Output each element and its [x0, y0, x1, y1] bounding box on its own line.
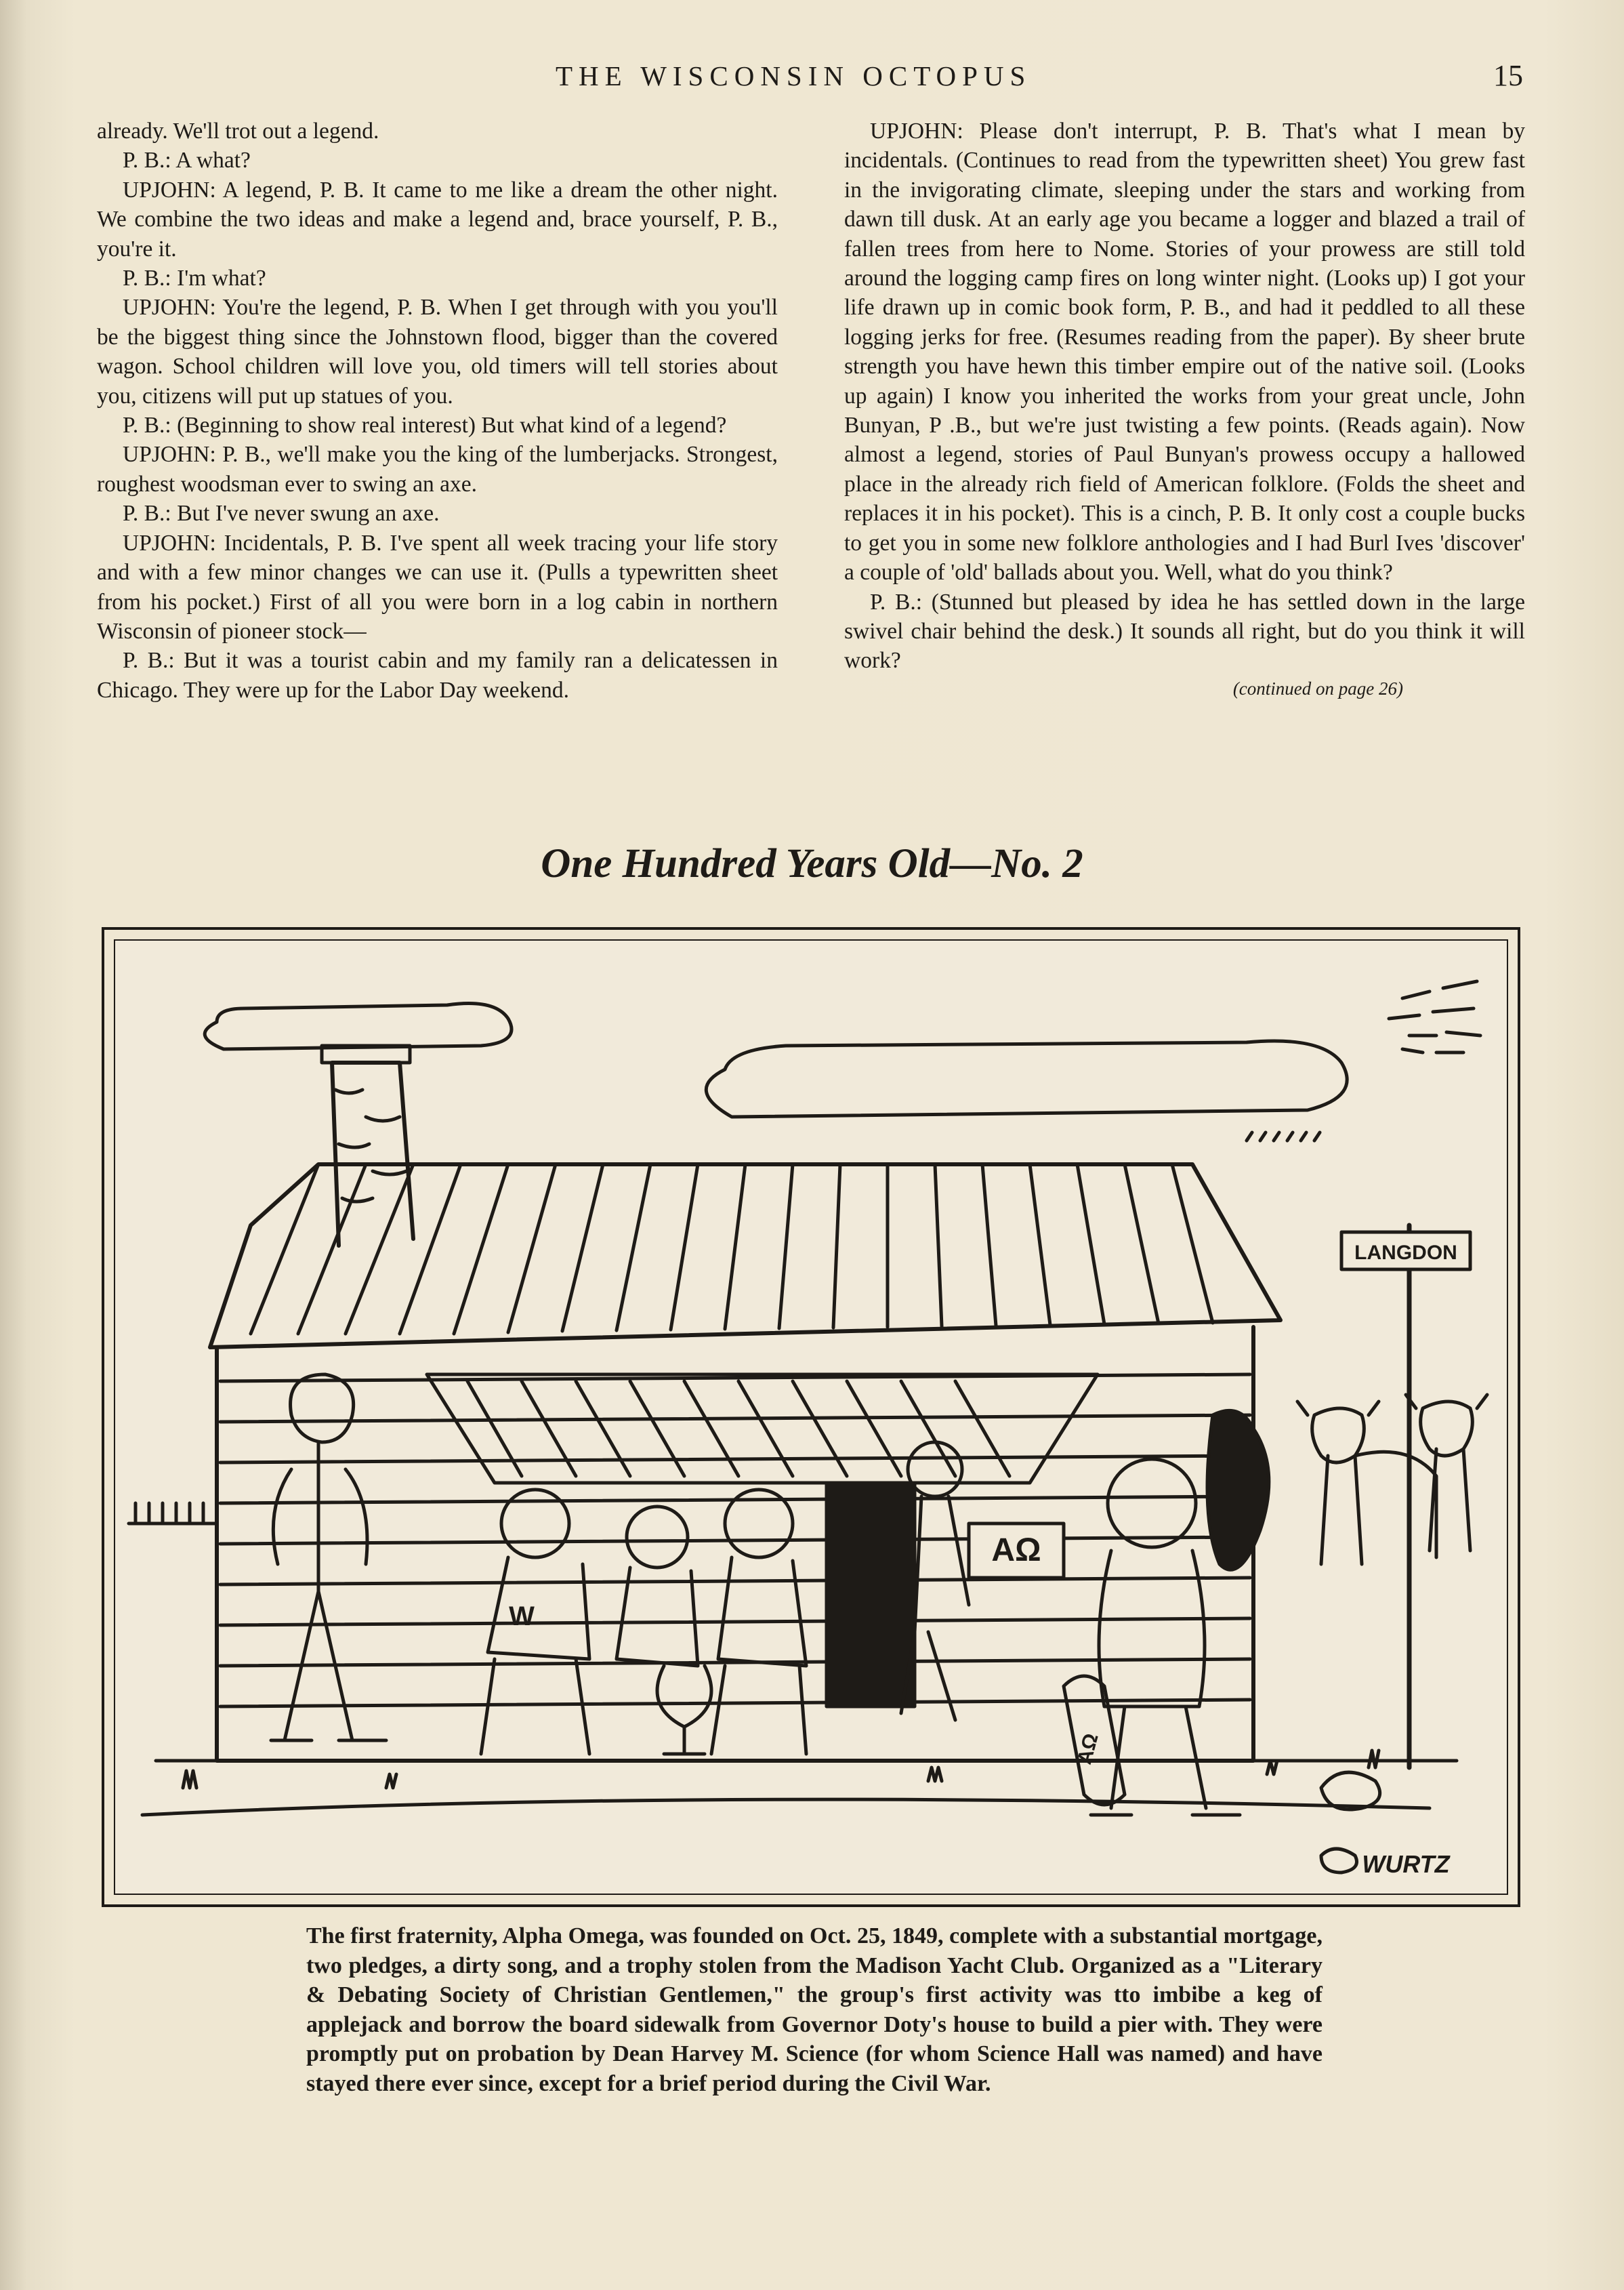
trophy — [657, 1666, 711, 1754]
left-column — [97, 117, 778, 705]
cloud-right — [706, 1041, 1347, 1117]
figure-standing — [271, 1374, 386, 1740]
cartoon-caption: The first fraternity, Alpha Omega, was founded on Oct. 25, 1849, complete with a substantial mortgage, two pledges, a dirty song, and a trophy stolen from the Madison Yacht Club. Organized as a "Literary & Debating Society of Christian Gentlemen," the group's first activity was tto imbibe a keg of applejack and borrow the board sidewalk from Governor Doty's house to build a pier with. They were promptly put on probation by Dean Harvey M. Science (for whom Science Hall was named) and have stayed there ever since, except for a brief period during the Civil War. — [306, 1923, 1323, 2096]
running-title: THE WISCONSIN OCTOPUS — [556, 60, 1032, 91]
cabin-door — [827, 1483, 915, 1706]
bear-skin — [1207, 1410, 1269, 1570]
paragraph: P. B.: But I've never swung an axe. — [123, 501, 440, 527]
door-sign-label: ΑΩ — [991, 1532, 1041, 1568]
figure-right — [1108, 1459, 1196, 1547]
paragraph: P. B.: A what? — [123, 148, 251, 173]
ground — [142, 1761, 1457, 1815]
figure-seated — [627, 1507, 688, 1568]
right-column — [844, 117, 1525, 703]
paragraph: UPJOHN: Incidentals, P. B. I've spent all week tracing your life story and with a few minor changes we can use it. (Pulls a typewritten sheet from his pocket.) First of all you were born in a log cabin in northern Wisconsin of pioneer stock— — [97, 530, 778, 644]
page-number: 15 — [1493, 59, 1523, 92]
paragraph: UPJOHN: You're the legend, P. B. When I get through with you you'll be the biggest thing since the Johnstown flood, bigger than the covered wagon. School children will love you, old timers will tell stories about you, citizens will put up statues of you. — [97, 295, 778, 409]
cartoon-frame — [102, 927, 1520, 1907]
paragraph: P. B.: (Beginning to show real interest) But what kind of a legend? — [123, 413, 727, 438]
cartoon-title: One Hundred Years Old—No. 2 — [541, 841, 1083, 886]
signpost-label: LANGDON — [1354, 1242, 1457, 1264]
pennant-label: W — [509, 1601, 535, 1631]
cabin-roof — [210, 1164, 1281, 1347]
cow — [1297, 1402, 1436, 1564]
cow — [1406, 1395, 1487, 1551]
cartoon-illustration — [115, 941, 1508, 1895]
paragraph: already. We'll trot out a legend. — [97, 119, 379, 144]
paragraph: UPJOHN: Please don't interrupt, P. B. That's what I mean by incidentals. (Continues to read from the typewritten sheet) You grew fast in the invigorating climate, sleeping under the stars and working from dawn till dusk. At an early age you became a logger and blazed a trail of fallen trees from here to Nome. Stories of your prowess are still told around the logging camp fires on long winter night. (Looks up) I got your life drawn up in comic book form, P. B., and had it peddled to all these logging jerks for free. (Resumes reading from the paper). By sheer brute strength you have hewn this timber empire out of the native soil. (Looks up again) I know you inherited the works from your great uncle, John Bunyan, P .B., but we're just twisting a few points. (Reads again). Now almost a legend, stories of Paul Bunyan's prowess occupy a hallowed place in the already rich field of American folklore. (Folds the sheet and replaces it in his pocket). This is a cinch, P. B. It only cost a couple bucks to get you in some new folklore anthologies and I had Burl Ives 'discover' a couple of 'old' ballads about you. Well, what do you think? — [844, 119, 1525, 586]
cloud-left — [205, 1004, 512, 1050]
cartoon-panel — [114, 939, 1508, 1895]
paragraph: UPJOHN: A legend, P. B. It came to me like a dream the other night. We combine the two ideas and make a legend and, brace yourself, P. B., you're it. — [97, 177, 778, 262]
paddle-label: ΑΩ — [1073, 1731, 1103, 1767]
running-head — [0, 60, 1624, 107]
paragraph: P. B.: (Stunned but pleased by idea he has settled down in the large swivel chair behind the desk.) It sounds all right, but do you think it will work? — [844, 589, 1525, 674]
birds — [1389, 981, 1480, 1052]
continued-note: (continued on page 26) — [1232, 678, 1403, 699]
paragraph: P. B.: But it was a tourist cabin and my family ran a delicatessen in Chicago. They were up for the Labor Day weekend. — [97, 648, 778, 703]
artist-signature: WURTZ — [1362, 1850, 1450, 1878]
paragraph: P. B.: I'm what? — [123, 266, 266, 291]
figure-doorway — [908, 1442, 962, 1496]
paragraph: UPJOHN: P. B., we'll make you the king of the lumberjacks. Strongest, roughest woodsman ever to swing an axe. — [97, 442, 778, 497]
